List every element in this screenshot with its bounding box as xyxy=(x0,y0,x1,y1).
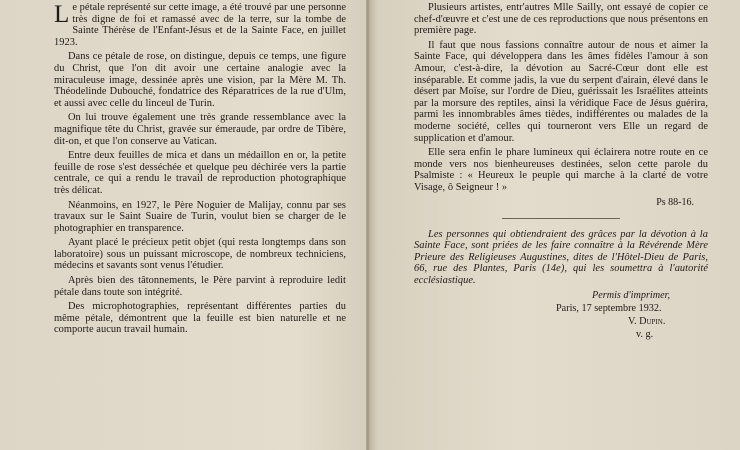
right-paragraph-2: Il faut que nous fassions connaître autour de nous et aimer la Sainte Face, qui développera dans les âmes fidèles l'amour à son Amour, c'est-à-dire, la dévotion au Sacré-Cœur dont elle est inséparable. Et comme jadis, la vue du serpent d'airain, élevé dans le désert par Moïse, sur l'ordre de Dieu, guérissait les Israélites atteints par la morsure des reptiles, ainsi la véridique Face de Jésus guérira, parmi les innombrables âmes tièdes, indifférentes ou malades de la moderne société, celles qui tourneront vers Elle un regard de supplication et d'amour. xyxy=(414,39,708,144)
left-paragraph-4: Entre deux feuilles de mica et dans un médaillon en or, la petite feuille de rose s'est desséchée et quelque peu déchirée vers la partie centrale, ce qui a rendu le travail de reproduction photographique très délicat. xyxy=(54,150,346,196)
divider-rule xyxy=(502,218,620,219)
left-paragraph-8: Des microphotographies, représentant différentes parties du même pétale, démontrent que la feuille est bien naturelle et ne comporte aucun travail humain. xyxy=(54,301,346,336)
left-page xyxy=(54,2,346,339)
right-page xyxy=(414,2,708,341)
notice-text: Les personnes qui obtiendraient des grâces par la dévotion à la Sainte Face, sont priées de les faire connaître à la Révérende Mère Prieure des Religieuses Augustines, dites de l'Hôtel-Dieu de Paris, 66, rue des Plantes, Paris (14e), qui les soumettra à l'autorité ecclésiastique. xyxy=(414,228,708,286)
right-paragraph-1: Plusieurs artistes, entr'autres Mlle Sailly, ont essayé de copier ce chef-d'œuvre et c'est une de ces reproductions que nous présentons en première page. xyxy=(414,2,708,37)
grace-notice xyxy=(414,229,708,287)
imprimatur-label: Permis d'imprimer, xyxy=(592,290,671,302)
right-paragraph-3: Elle sera enfin le phare lumineux qui éclairera notre route en ce monde vers nos bienheureuses destinées, selon cette parole du Psalmiste : « Heureux le peuple qui marche à la clarté de votre Visage, ô Seigneur ! » xyxy=(414,147,708,193)
page-gutter xyxy=(366,0,370,450)
psalm-reference: Ps 88-16. xyxy=(656,196,694,208)
imprimatur-initials: v. g. xyxy=(636,329,654,341)
left-paragraph-5: Néanmoins, en 1927, le Père Noguier de Malijay, connu par ses travaux sur le Saint Suaire de Turin, voulut bien se charger de le photographier en transparence. xyxy=(54,199,346,234)
imprimatur-place-date: Paris, 17 septembre 1932. xyxy=(556,303,662,315)
left-paragraph-1: Le pétale représenté sur cette image, a été trouvé par une personne très digne de foi et ramassé avec de la terre, sur la tombe de Sainte Thérèse de l'Enfant-Jésus et de la Sainte Face, en juillet 1923. xyxy=(54,1,346,48)
imprimatur-block xyxy=(414,289,708,341)
left-paragraph-6: Ayant placé le précieux petit objet (qui resta longtemps dans son laboratoire) sous un puissant microscope, de nombreux techniciens, médecins et savants sont venus l'étudier. xyxy=(54,237,346,272)
left-paragraph-2: Dans ce pétale de rose, on distingue, depuis ce temps, une figure du Christ, que l'on dit avoir une certaine analogie avec la miraculeuse image, dessinée après une vision, par la Mère M. Th. Théodelinde Dubouché, fondatrice des Réparatrices de la rue d'Ulm, et aussi avec celle du linceul de Turin. xyxy=(54,51,346,109)
imprimatur-signatory: V. Dupin. xyxy=(628,316,666,328)
left-paragraph-3: On lui trouve également une très grande ressemblance avec la magnifique tête du Christ, gravée sur émeraude, par ordre de Tibère, dit-on, et que l'on conserve au Vatican. xyxy=(54,112,346,147)
drop-cap: L xyxy=(54,1,70,28)
left-paragraph-7: Après bien des tâtonnements, le Père parvint à reproduire ledit pétale dans toute son intégrité. xyxy=(54,275,346,298)
